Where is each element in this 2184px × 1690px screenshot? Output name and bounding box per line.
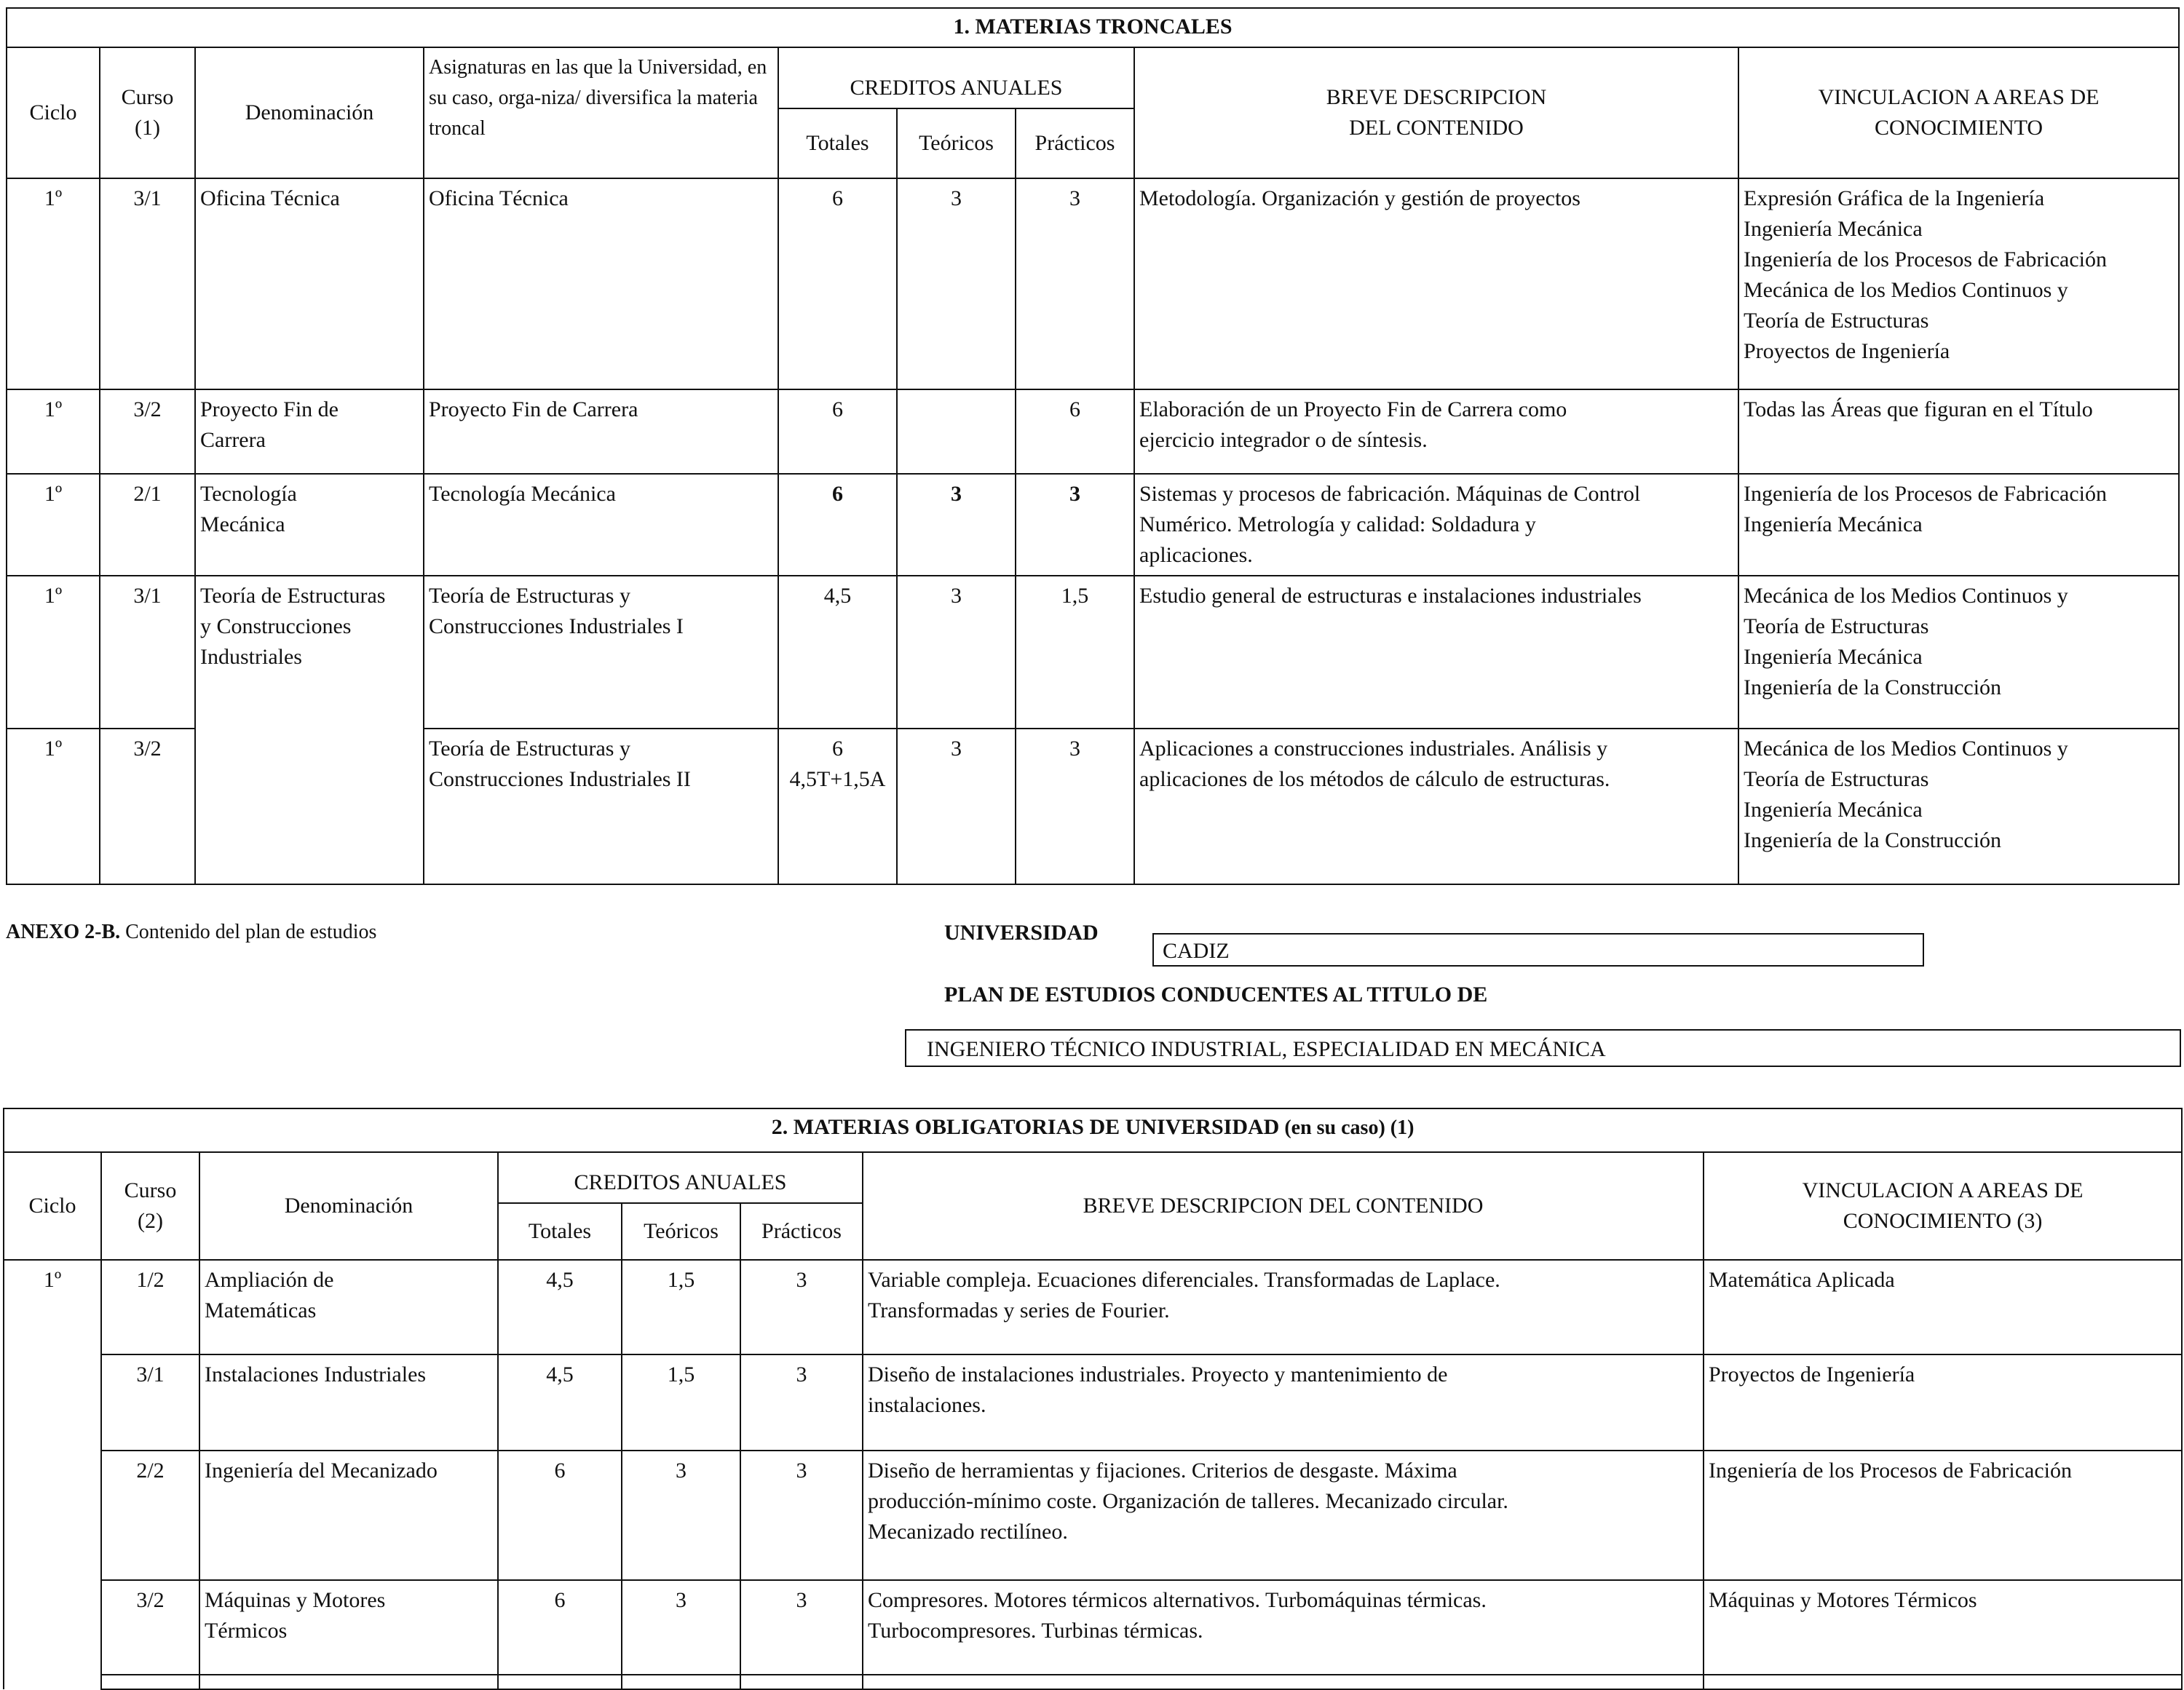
cell-denominacion: Tecnología Mecánica bbox=[195, 474, 424, 576]
cell-ciclo: 1º bbox=[4, 1260, 101, 1689]
cell-practicos: 3 bbox=[1016, 474, 1134, 576]
cell-denominacion: Oficina Técnica bbox=[195, 178, 424, 389]
header-totales: Totales bbox=[498, 1203, 622, 1260]
cell-ciclo: 1º bbox=[7, 729, 100, 884]
header-teoricos: Teóricos bbox=[622, 1203, 740, 1260]
table-row bbox=[7, 389, 2179, 474]
header-ciclo: Ciclo bbox=[7, 47, 100, 178]
titulo-field: INGENIERO TÉCNICO INDUSTRIAL, ESPECIALIDAD EN MECÁNICA bbox=[905, 1029, 2181, 1067]
cell-practicos bbox=[740, 1675, 863, 1689]
cell-teoricos: 3 bbox=[622, 1451, 740, 1580]
cell-descripcion: Estudio general de estructuras e instalaciones industriales bbox=[1134, 576, 1738, 729]
cell-descripcion: Metodología. Organización y gestión de proyectos bbox=[1134, 178, 1738, 389]
cell-curso: 3/2 bbox=[100, 729, 195, 884]
cell-practicos: 3 bbox=[740, 1451, 863, 1580]
cell-curso: 3/1 bbox=[101, 1354, 199, 1451]
cell-totales: 6 bbox=[778, 389, 897, 474]
cell-descripcion: Diseño de instalaciones industriales. Proyecto y mantenimiento de instalaciones. bbox=[863, 1354, 1704, 1451]
anexo-number: ANEXO 2-B. bbox=[6, 921, 121, 943]
universidad-label: UNIVERSIDAD bbox=[944, 921, 1099, 945]
obligatorias-title-note: (en su caso) (1) bbox=[1279, 1116, 1415, 1139]
table-row bbox=[7, 474, 2179, 576]
cell-teoricos: 3 bbox=[897, 729, 1016, 884]
cell-vinculacion: Proyectos de Ingeniería bbox=[1704, 1354, 2182, 1451]
cell-asignatura: Proyecto Fin de Carrera bbox=[424, 389, 778, 474]
cell-vinculacion: Mecánica de los Medios Continuos y Teoría de Estructuras Ingeniería Mecánica Ingeniería de la Construcción bbox=[1738, 576, 2179, 729]
cell-practicos: 3 bbox=[740, 1260, 863, 1354]
cell-teoricos bbox=[897, 389, 1016, 474]
cell-denominacion: Ingeniería del Mecanizado bbox=[199, 1451, 498, 1580]
header-creditos-anuales: CREDITOS ANUALES bbox=[778, 47, 1134, 108]
cell-vinculacion: Todas las Áreas que figuran en el Título bbox=[1738, 389, 2179, 474]
cell-curso: 3/2 bbox=[101, 1580, 199, 1675]
cell-asignatura: Teoría de Estructuras y Construcciones Industriales I bbox=[424, 576, 778, 729]
cell-asignatura: Tecnología Mecánica bbox=[424, 474, 778, 576]
header-vinculacion: VINCULACION A AREAS DE CONOCIMIENTO bbox=[1738, 47, 2179, 178]
header-vinculacion: VINCULACION A AREAS DE CONOCIMIENTO (3) bbox=[1704, 1152, 2182, 1260]
header-breve-descripcion: BREVE DESCRIPCION DEL CONTENIDO bbox=[863, 1152, 1704, 1260]
cell-denominacion: Ampliación de Matemáticas bbox=[199, 1260, 498, 1354]
header-denominacion: Denominación bbox=[195, 47, 424, 178]
cell-asignatura: Oficina Técnica bbox=[424, 178, 778, 389]
cell-ciclo: 1º bbox=[7, 178, 100, 389]
cell-practicos: 3 bbox=[1016, 178, 1134, 389]
cell-curso: 3/2 bbox=[100, 389, 195, 474]
table-row bbox=[4, 1675, 2182, 1689]
cell-totales: 6 bbox=[778, 178, 897, 389]
cell-denominacion: Instalaciones Industriales bbox=[199, 1354, 498, 1451]
cell-descripcion: Diseño de herramientas y fijaciones. Criterios de desgaste. Máxima producción-mínimo coste. Organización de talleres. Mecanizado circular. Mecanizado rectilíneo. bbox=[863, 1451, 1704, 1580]
obligatorias-title bbox=[4, 1108, 2182, 1152]
cell-descripcion: Compresores. Motores térmicos alternativos. Turbomáquinas térmicas. Turbocompresores. Turbinas térmicas. bbox=[863, 1580, 1704, 1675]
cell-ciclo: 1º bbox=[7, 474, 100, 576]
cell-descripcion bbox=[863, 1675, 1704, 1689]
cell-curso: 3/1 bbox=[100, 178, 195, 389]
cell-vinculacion: Expresión Gráfica de la Ingeniería Ingeniería Mecánica Ingeniería de los Procesos de Fabricación Mecánica de los Medios Continuos y Teoría de Estructuras Proyectos de Ingeniería bbox=[1738, 178, 2179, 389]
cell-practicos: 3 bbox=[1016, 729, 1134, 884]
cell-descripcion: Elaboración de un Proyecto Fin de Carrera como ejercicio integrador o de síntesis. bbox=[1134, 389, 1738, 474]
troncales-title: 1. MATERIAS TRONCALES bbox=[7, 8, 2179, 47]
header-totales: Totales bbox=[778, 108, 897, 178]
table-row bbox=[4, 1260, 2182, 1354]
cell-denominacion bbox=[199, 1675, 498, 1689]
cell-totales: 6 bbox=[498, 1451, 622, 1580]
cell-teoricos: 1,5 bbox=[622, 1260, 740, 1354]
cell-ciclo: 1º bbox=[7, 389, 100, 474]
cell-denominacion: Teoría de Estructuras y Construcciones Industriales bbox=[195, 576, 424, 884]
cell-teoricos: 3 bbox=[622, 1580, 740, 1675]
cell-vinculacion: Ingeniería de los Procesos de Fabricación bbox=[1704, 1451, 2182, 1580]
troncales-table bbox=[6, 7, 2180, 885]
cell-vinculacion: Matemática Aplicada bbox=[1704, 1260, 2182, 1354]
cell-totales: 4,5 bbox=[498, 1260, 622, 1354]
header-breve-descripcion: BREVE DESCRIPCION DEL CONTENIDO bbox=[1134, 47, 1738, 178]
cell-teoricos: 3 bbox=[897, 178, 1016, 389]
cell-teoricos bbox=[622, 1675, 740, 1689]
cell-teoricos: 3 bbox=[897, 576, 1016, 729]
anexo-text: Contenido del plan de estudios bbox=[120, 921, 377, 943]
cell-curso bbox=[101, 1675, 199, 1689]
table-row bbox=[4, 1580, 2182, 1675]
cell-vinculacion: Mecánica de los Medios Continuos y Teoría de Estructuras Ingeniería Mecánica Ingeniería de la Construcción bbox=[1738, 729, 2179, 884]
header-practicos: Prácticos bbox=[1016, 108, 1134, 178]
cell-totales bbox=[498, 1675, 622, 1689]
cell-descripcion: Variable compleja. Ecuaciones diferenciales. Transformadas de Laplace. Transformadas y series de Fourier. bbox=[863, 1260, 1704, 1354]
header-creditos-anuales: CREDITOS ANUALES bbox=[498, 1152, 863, 1203]
header-denominacion: Denominación bbox=[199, 1152, 498, 1260]
cell-vinculacion: Ingeniería de los Procesos de Fabricación Ingeniería Mecánica bbox=[1738, 474, 2179, 576]
cell-curso: 2/2 bbox=[101, 1451, 199, 1580]
table-row bbox=[7, 178, 2179, 389]
header-asignaturas: Asignaturas en las que la Universidad, en su caso, orga-niza/ diversifica la materia troncal bbox=[424, 47, 778, 178]
cell-totales: 6 bbox=[498, 1580, 622, 1675]
cell-practicos: 3 bbox=[740, 1354, 863, 1451]
cell-totales: 6 4,5T+1,5A bbox=[778, 729, 897, 884]
cell-vinculacion bbox=[1704, 1675, 2182, 1689]
cell-asignatura: Teoría de Estructuras y Construcciones Industriales II bbox=[424, 729, 778, 884]
anexo-label bbox=[6, 921, 376, 944]
obligatorias-table bbox=[3, 1108, 2183, 1690]
header-practicos: Prácticos bbox=[740, 1203, 863, 1260]
header-curso: Curso (2) bbox=[101, 1152, 199, 1260]
header-ciclo: Ciclo bbox=[4, 1152, 101, 1260]
cell-denominacion: Proyecto Fin de Carrera bbox=[195, 389, 424, 474]
cell-curso: 1/2 bbox=[101, 1260, 199, 1354]
cell-practicos: 6 bbox=[1016, 389, 1134, 474]
universidad-field: CADIZ bbox=[1152, 933, 1924, 967]
cell-totales: 4,5 bbox=[498, 1354, 622, 1451]
cell-totales: 6 bbox=[778, 474, 897, 576]
cell-vinculacion: Máquinas y Motores Térmicos bbox=[1704, 1580, 2182, 1675]
table-row bbox=[4, 1354, 2182, 1451]
cell-practicos: 1,5 bbox=[1016, 576, 1134, 729]
cell-ciclo: 1º bbox=[7, 576, 100, 729]
cell-denominacion: Máquinas y Motores Térmicos bbox=[199, 1580, 498, 1675]
header-curso: Curso (1) bbox=[100, 47, 195, 178]
cell-descripcion: Sistemas y procesos de fabricación. Máquinas de Control Numérico. Metrología y calidad: Soldadura y aplicaciones. bbox=[1134, 474, 1738, 576]
plan-header bbox=[0, 902, 2184, 1063]
table-row bbox=[4, 1451, 2182, 1580]
obligatorias-title-main: 2. MATERIAS OBLIGATORIAS DE UNIVERSIDAD bbox=[771, 1115, 1280, 1139]
cell-practicos: 3 bbox=[740, 1580, 863, 1675]
plan-estudios-label: PLAN DE ESTUDIOS CONDUCENTES AL TITULO DE bbox=[944, 983, 1488, 1007]
cell-descripcion: Aplicaciones a construcciones industriales. Análisis y aplicaciones de los métodos de cálculo de estructuras. bbox=[1134, 729, 1738, 884]
table-row bbox=[7, 576, 2179, 729]
cell-curso: 3/1 bbox=[100, 576, 195, 729]
cell-teoricos: 1,5 bbox=[622, 1354, 740, 1451]
header-teoricos: Teóricos bbox=[897, 108, 1016, 178]
cell-curso: 2/1 bbox=[100, 474, 195, 576]
cell-totales: 4,5 bbox=[778, 576, 897, 729]
cell-teoricos: 3 bbox=[897, 474, 1016, 576]
